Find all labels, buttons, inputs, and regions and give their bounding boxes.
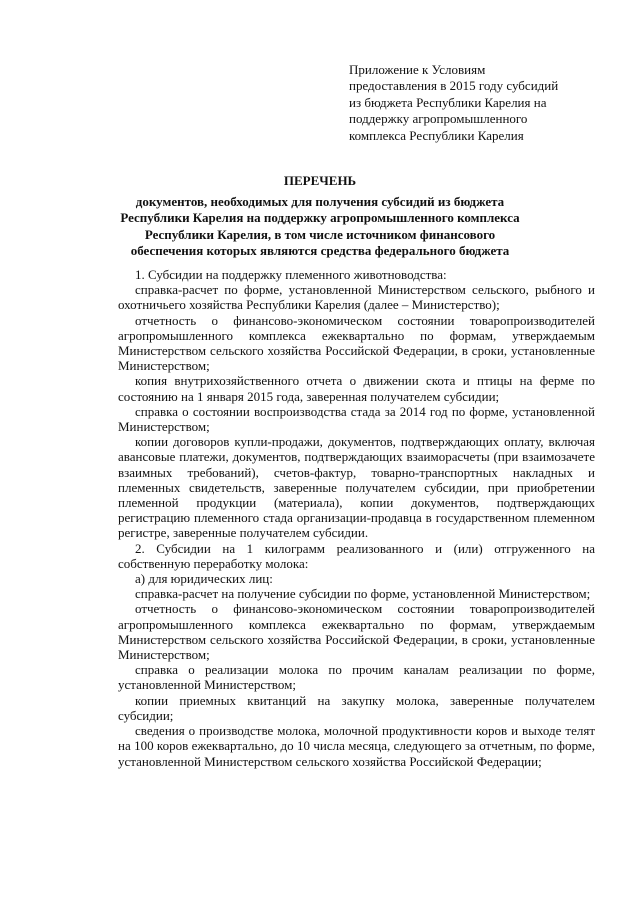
list-item: копия внутрихозяйственного отчета о движении скота и птицы на ферме по состоянию на 1 января 2015 года, заверенная получателем субсидии; <box>118 373 595 404</box>
list-item: копии приемных квитанций на закупку молока, заверенные получателем субсидии; <box>118 692 595 723</box>
section-heading: 2. Субсидии на 1 килограмм реализованного и (или) отгруженного на собственную переработку молока: <box>118 540 595 571</box>
title-heading: ПЕРЕЧЕНЬ <box>283 173 357 188</box>
appendix-line: поддержку агропромышленного <box>349 111 528 127</box>
list-item: отчетность о финансово-экономическом состоянии товаропроизводителей агропромышленного комплекса ежеквартально по формам, утверждаемым Министерством сельского хозяйства Российской Федерации, в сроки, установленные Министерством; <box>118 601 595 663</box>
title-line: Республики Карелия на поддержку агропромышленного комплекса <box>120 210 520 226</box>
title-line: обеспечения которых являются средства федерального бюджета <box>130 243 510 259</box>
list-item: справка-расчет на получение субсидии по форме, установленной Министерством; <box>135 586 591 602</box>
list-item: отчетность о финансово-экономическом состоянии товаропроизводителей агропромышленного комплекса ежеквартально по формам, утверждаемым Министерством сельского хозяйства Российской Федерации, в сроки, установленные Министерством; <box>118 312 595 374</box>
list-item: справка о реализации молока по прочим каналам реализации по форме, установленной Министерством; <box>118 662 595 693</box>
appendix-line: Приложение к Условиям <box>349 62 486 77</box>
appendix-line: предоставления в 2015 году субсидий <box>349 78 559 94</box>
list-item: копии договоров купли-продажи, документов, подтверждающих оплату, включая авансовые платежи, документов, подтверждающих взаиморасчеты (при взаимозачете взаимных требований), счетов-фактур, товарно-транспортных накладных и племенных свидетельств, заверенные получателем субсидии, при приобретении племенной продукции (материала), копии документов, подтверждающих регистрацию племенного стада организации-продавца в государственном племенном регистре, заверенные получателем субсидии. <box>118 434 595 541</box>
list-item: справка-расчет по форме, установленной Министерством сельского, рыбного и охотничьего хозяйства Республики Карелия (далее – Министерство); <box>118 282 595 313</box>
appendix-line: комплекса Республики Карелия <box>349 127 524 143</box>
appendix-line: из бюджета Республики Карелия на <box>349 94 547 110</box>
subsection-heading: а) для юридических лиц: <box>135 571 273 587</box>
document-body <box>118 267 595 769</box>
appendix-note <box>349 62 609 144</box>
list-item: справка о состоянии воспроизводства стада за 2014 год по форме, установленной Министерством; <box>118 403 595 435</box>
list-item: сведения о производстве молока, молочной продуктивности коров и выходе телят на 100 коров ежеквартально, до 10 числа месяца, следующего за отчетным, по форме, установленной Министерством сельского хозяйства Российской Федерации; <box>118 723 595 769</box>
section-heading: 1. Субсидии на поддержку племенного животноводства: <box>135 267 447 282</box>
document-title <box>0 173 640 260</box>
title-line: Республики Карелия, в том числе источником финансового <box>144 226 496 242</box>
title-line: документов, необходимых для получения субсидий из бюджета <box>135 193 505 209</box>
